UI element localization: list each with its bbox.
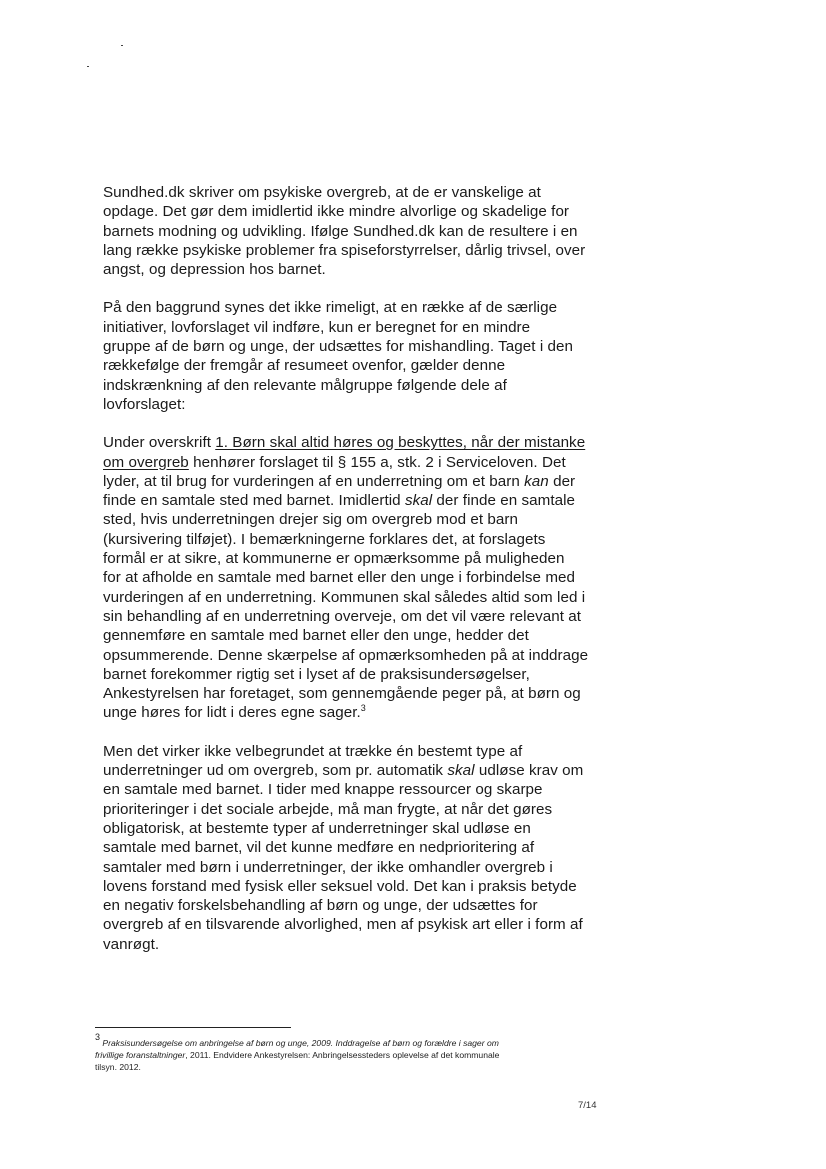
text-run: prioriteringer i det sociale arbejde, må man frygte, at når det gøres (103, 800, 553, 818)
text-line (103, 530, 583, 549)
italic-text: Praksisundersøgelse om anbringelse af børn og unge, 2009. Inddragelse af børn og forældre i sager om (102, 1038, 499, 1048)
text-run: obligatorisk, at bestemte typer af underretninger skal udløse en (103, 819, 531, 837)
text-line (103, 646, 589, 665)
paragraph (103, 298, 583, 414)
text-line (103, 549, 583, 568)
text-line (103, 800, 583, 819)
footnote-separator (95, 1027, 291, 1028)
text-run: indskrænkning af den relevante målgruppe følgende dele af (103, 376, 507, 394)
text-run: Men det virker ikke velbegrundet at trække én bestemt type af (103, 742, 523, 760)
text-line (103, 491, 583, 510)
text-run: for at afholde en samtale med barnet eller den unge i forbindelse med (103, 569, 576, 587)
text-line (103, 896, 583, 915)
italic-text: frivillige foranstaltninger (95, 1050, 186, 1061)
text-run: rækkefølge der fremgår af resumeet ovenfor, gælder denne (103, 357, 506, 375)
text-line (103, 703, 583, 722)
text-run: opsummerende. Denne skærpelse af opmærksomheden på at inddrage (103, 646, 589, 664)
text-line (103, 298, 583, 317)
text-line (103, 684, 583, 703)
text-line (95, 1032, 575, 1049)
text-run: På den baggrund synes det ikke rimeligt, at en række af de særlige (103, 299, 558, 317)
underlined-heading-ref: 1. Børn skal altid høres og beskyttes, når der mistanke (215, 434, 586, 452)
page-number: 7/14 (578, 1100, 597, 1111)
text-line (103, 877, 583, 896)
paragraph (103, 742, 583, 954)
text-run: der (548, 472, 576, 490)
text-run: sin behandling af en underretning overveje, om det vil være relevant at (103, 607, 582, 625)
text-run: gruppe af de børn og unge, der udsættes for mishandling. Taget i den (103, 338, 574, 356)
text-run: barnet forekommer rigtig set i lyset af de praksisundersøgelser, (103, 665, 530, 683)
text-run: formål er at sikre, at kommunerne er opmærksomme på muligheden (103, 550, 565, 568)
text-line (103, 819, 583, 838)
text-run: Ankestyrelsen har foretaget, som gennemgående peger på, at børn og (103, 685, 581, 703)
text-line (103, 433, 586, 452)
text-run: (kursivering tilføjet). I bemærkningerne forklares det, at forslagets (103, 530, 546, 548)
text-run: barnets modning og udvikling. Ifølge Sundhed.dk kan de resultere i en (103, 222, 578, 240)
underlined-heading-ref: om overgreb (103, 453, 189, 471)
text-line (95, 1049, 575, 1061)
italic-text: kan (524, 472, 549, 490)
text-run: lovforslaget: (103, 395, 186, 413)
footnote-marker: 3 (95, 1032, 101, 1042)
text-line (103, 858, 583, 877)
text-run: unge høres for lidt i deres egne sager. (103, 704, 361, 722)
text-line (103, 453, 583, 472)
text-run: opdage. Det gør dem imidlertid ikke mindre alvorlige og skadelige for (103, 203, 570, 221)
italic-text: skal (447, 762, 475, 780)
text-run: der finde en samtale (432, 492, 576, 510)
text-line (103, 202, 583, 221)
paragraph (103, 183, 586, 279)
text-line (103, 742, 583, 761)
text-run: henhører forslaget til § 155 a, stk. 2 i Serviceloven. Det (188, 453, 566, 471)
text-line (103, 376, 583, 395)
scan-speck (87, 66, 89, 67)
text-line (95, 1061, 575, 1073)
text-line (103, 222, 583, 241)
text-line (103, 607, 583, 626)
footnote (95, 1032, 575, 1074)
text-run: lang række psykiske problemer fra spiseforstyrrelser, dårlig trivsel, over (103, 241, 586, 259)
italic-text: skal (404, 492, 433, 510)
text-line (103, 241, 586, 260)
text-run: lyder, at til brug for vurderingen af en underretning om et barn (103, 472, 525, 490)
text-line (103, 337, 583, 356)
text-run: , 2011. Endvidere Ankestyrelsen: Anbringelsessteders oplevelse af det kommunale (185, 1050, 500, 1061)
text-run: finde en samtale sted med barnet. Imidlertid (103, 492, 405, 510)
text-line (103, 510, 583, 529)
text-line (103, 356, 583, 375)
text-line (103, 626, 583, 645)
text-line (103, 318, 583, 337)
paragraph (103, 433, 589, 722)
text-run: Sundhed.dk skriver om psykiske overgreb, at de er vanskelige at (103, 184, 541, 201)
text-line (103, 588, 586, 607)
text-line (103, 472, 583, 491)
text-run: en samtale med barnet. I tider med knappe ressourcer og skarpe (103, 781, 543, 799)
text-line (103, 568, 583, 587)
text-run: udløse krav om (474, 762, 584, 780)
scan-speck (121, 45, 123, 46)
text-run: lovens forstand med fysisk eller seksuel vold. Det kan i praksis betyde (103, 877, 577, 895)
text-line (103, 780, 583, 799)
text-line (103, 838, 583, 857)
text-run: Under overskrift (103, 434, 216, 452)
text-run: underretninger ud om overgreb, som pr. automatik (103, 762, 448, 780)
text-run: samtale med barnet, vil det kunne medføre en nedprioritering af (103, 839, 535, 857)
text-run: samtaler med børn i underretninger, der ikke omhandler overgreb i (103, 858, 553, 876)
text-run: initiativer, lovforslaget vil indføre, kun er beregnet for en mindre (103, 318, 531, 336)
text-line (103, 915, 583, 934)
text-run: vanrøgt. (103, 935, 160, 953)
text-run: gennemføre en samtale med barnet eller den unge, hedder det (103, 627, 529, 645)
text-line (103, 761, 583, 780)
footnote-marker: 3 (360, 703, 366, 714)
text-run: vurderingen af en underretning. Kommunen skal således altid som led i (103, 588, 586, 606)
text-line (103, 395, 583, 414)
text-run: sted, hvis underretningen drejer sig om overgreb mod et barn (103, 511, 518, 529)
text-run: en negativ forskelsbehandling af børn og unge, der udsættes for (103, 897, 538, 915)
body-text (103, 183, 589, 973)
text-line (103, 665, 583, 684)
text-run: angst, og depression hos barnet. (103, 261, 326, 279)
text-run: tilsyn. 2012. (95, 1062, 141, 1073)
text-line (103, 260, 583, 279)
text-line (103, 935, 583, 954)
text-run: overgreb af en tilsvarende alvorlighed, men af psykisk art eller i form af (103, 916, 583, 934)
text-line (103, 183, 583, 202)
